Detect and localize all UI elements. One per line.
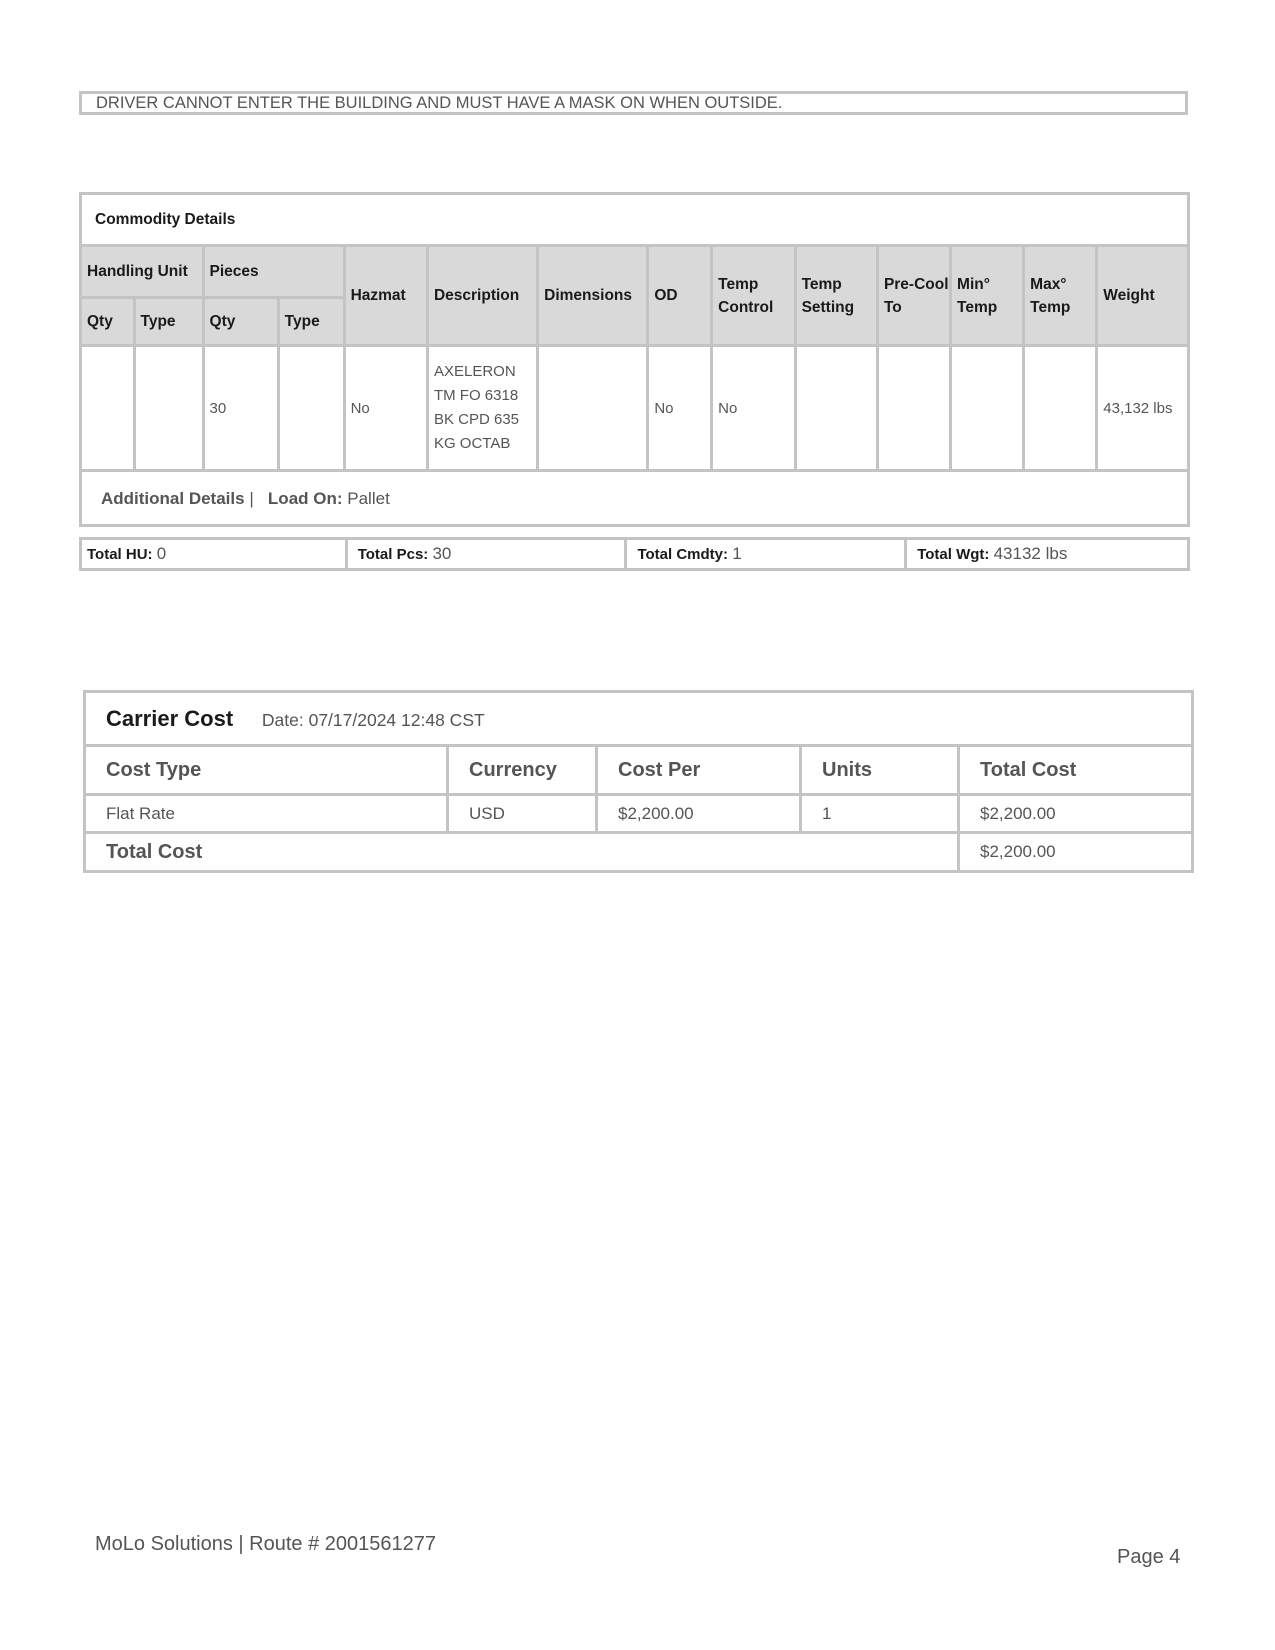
header-temp-control: Temp Control: [712, 246, 795, 346]
header-handling-unit: Handling Unit: [81, 246, 204, 298]
header-hu-qty: Qty: [81, 298, 135, 346]
header-pcs-qty: Qty: [203, 298, 278, 346]
driver-notice: DRIVER CANNOT ENTER THE BUILDING AND MUST HAVE A MASK ON WHEN OUTSIDE.: [79, 91, 1188, 115]
total-cmdty-value: 1: [732, 544, 742, 563]
header-pcs-type: Type: [278, 298, 344, 346]
cell-temp-setting: [795, 346, 877, 471]
carrier-cost-header: [85, 692, 1193, 746]
cell-currency: USD: [448, 795, 597, 833]
cell-dimensions: [538, 346, 648, 471]
commodity-row: [81, 346, 1189, 471]
total-hu-value: 0: [156, 544, 167, 563]
additional-details: [81, 471, 1189, 526]
total-cost-label: Total Cost: [85, 833, 959, 872]
header-dimensions: Dimensions: [538, 246, 648, 346]
header-max-temp: Max° Temp: [1024, 246, 1097, 346]
commodity-title: Commodity Details: [81, 194, 1189, 246]
cell-cost-per: $2,200.00: [597, 795, 801, 833]
header-weight: Weight: [1097, 246, 1189, 346]
cell-cost-type: Flat Rate: [85, 795, 448, 833]
cell-temp-control: No: [712, 346, 795, 471]
commodity-totals: [79, 537, 1190, 571]
cell-pre-cool: [877, 346, 950, 471]
load-on-value: Pallet: [347, 488, 390, 508]
header-description: Description: [427, 246, 537, 346]
total-cost-value: $2,200.00: [959, 833, 1193, 872]
header-hazmat: Hazmat: [344, 246, 427, 346]
page-number: Page 4: [1117, 1546, 1181, 1568]
table-row: [85, 795, 1193, 833]
header-pre-cool: Pre-Cool To: [877, 246, 950, 346]
cell-description: AXELERON TM FO 6318 BK CPD 635 KG OCTAB: [427, 346, 537, 471]
separator: |: [249, 488, 264, 508]
total-hu: Total HU: 0: [81, 539, 347, 570]
footer-route: MoLo Solutions | Route # 2001561277: [95, 1533, 437, 1555]
header-total-cost: Total Cost: [959, 746, 1193, 795]
carrier-cost-table: [83, 690, 1194, 873]
additional-details-label: Additional Details: [101, 488, 245, 508]
cell-pcs-qty: 30: [203, 346, 278, 471]
cell-weight: 43,132 lbs: [1097, 346, 1189, 471]
header-od: OD: [648, 246, 712, 346]
commodity-details-table: [79, 192, 1190, 527]
cell-min-temp: [951, 346, 1024, 471]
cell-max-temp: [1024, 346, 1097, 471]
cell-hu-qty: [81, 346, 135, 471]
cell-hu-type: [134, 346, 203, 471]
header-pieces: Pieces: [203, 246, 344, 298]
cell-units: 1: [801, 795, 959, 833]
header-hu-type: Type: [134, 298, 203, 346]
cell-pcs-type: [278, 346, 344, 471]
total-pcs: Total Pcs: 30: [346, 539, 626, 570]
header-min-temp: Min° Temp: [951, 246, 1024, 346]
carrier-cost-date: Date: 07/17/2024 12:48 CST: [261, 709, 485, 730]
carrier-cost-title: Carrier Cost: [106, 705, 234, 731]
cell-total-cost: $2,200.00: [959, 795, 1193, 833]
header-temp-setting: Temp Setting: [795, 246, 877, 346]
cell-hazmat: No: [344, 346, 427, 471]
total-pcs-value: 30: [432, 544, 452, 563]
header-currency: Currency: [448, 746, 597, 795]
header-units: Units: [801, 746, 959, 795]
header-cost-type: Cost Type: [85, 746, 448, 795]
total-wgt: Total Wgt: 43132 lbs: [906, 539, 1189, 570]
load-on-label: Load On:: [267, 488, 343, 508]
total-cmdty: Total Cmdty: 1: [626, 539, 906, 570]
header-cost-per: Cost Per: [597, 746, 801, 795]
cell-od: No: [648, 346, 712, 471]
total-wgt-value: 43132 lbs: [993, 544, 1068, 563]
